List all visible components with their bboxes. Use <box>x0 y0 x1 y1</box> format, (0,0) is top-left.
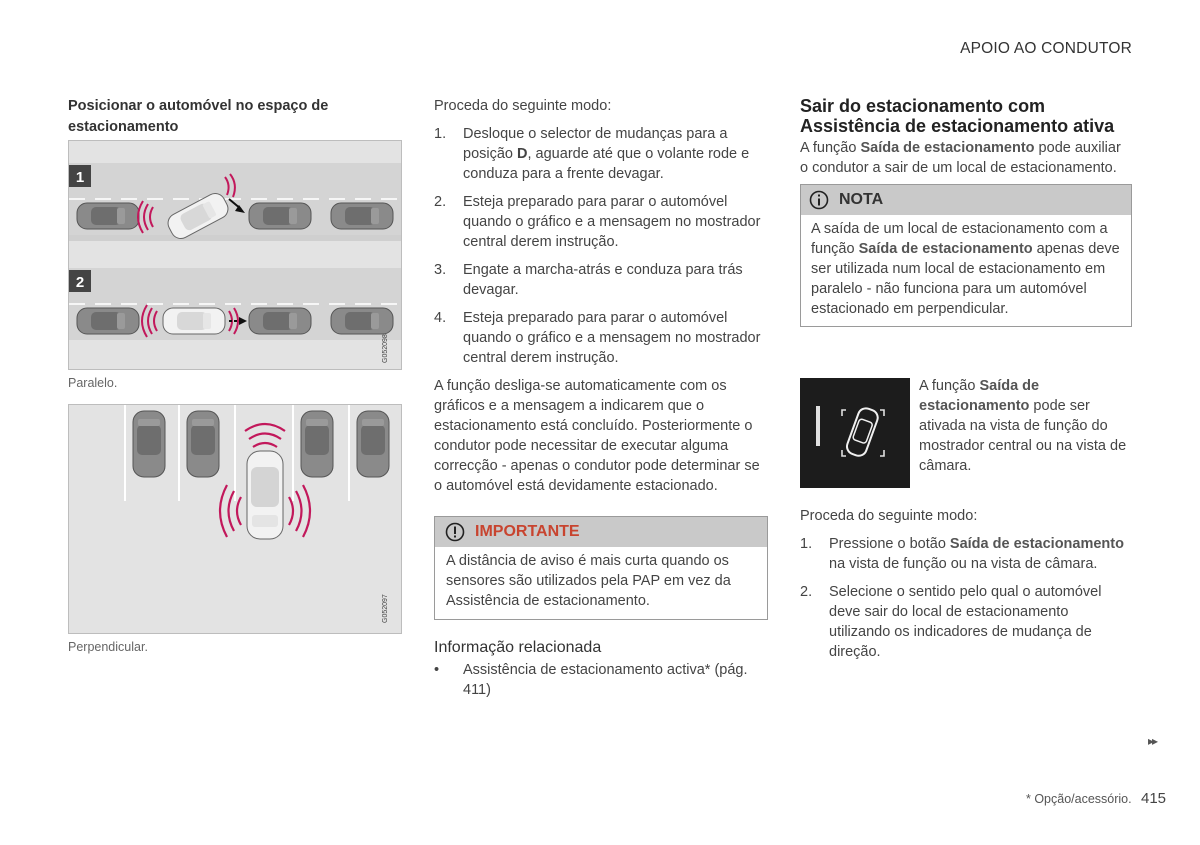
important-body: A distância de aviso é mais curta quando os sensores são utilizados pela PAP em vez da Assistência de estacionamento. <box>446 553 731 609</box>
related-link[interactable]: • Assistência de estacionamento activa* (pág. 411) <box>434 662 748 698</box>
figure-title: Posicionar o automóvel no espaço de estacionamento <box>68 98 329 135</box>
perpendicular-parking-illustration <box>69 405 401 633</box>
procedure-column <box>434 96 768 700</box>
svg-text:G052097: G052097 <box>382 594 389 623</box>
list-item: 4. Esteja preparado para parar o automóvel quando o gráfico e a mensagem no mostrador central derem instrução. <box>434 310 761 366</box>
continue-arrows-icon: ▸▸ <box>1148 734 1157 748</box>
procedure-steps <box>434 124 768 368</box>
svg-text:G052098: G052098 <box>382 334 389 363</box>
list-item: 1. Desloque o selector de mudanças para a posição D, aguarde até que o volante rode e conduza para a frente devagar. <box>434 126 750 182</box>
screen-description: A função Saída de estacionamento pode ser ativada na vista de função do mostrador central ou na vista de câmara. <box>919 378 1127 474</box>
important-title: IMPORTANTE <box>475 523 580 540</box>
parallel-parking-illustration <box>69 141 401 369</box>
note-body: A saída de um local de estacionamento com a função Saída de estacionamento apenas deve ser utilizada num local de estacionamento em paralelo - não funciona para um automóvel estacionado em perpendicular. <box>811 221 1120 317</box>
page-number: 415 <box>1141 790 1167 807</box>
note-box <box>800 184 1132 327</box>
completion-paragraph: A função desliga-se automaticamente com os gráficos e a mensagem a indicarem que o estacionamento está concluído. Posteriormente o condutor pode necessitar de executar alguma correcção - apenas o condutor pode determinar se o automóvel está devidamente estacionado. <box>434 378 760 494</box>
section-header: APOIO AO CONDUTOR <box>960 40 1132 57</box>
list-item: 1. Pressione o botão Saída de estacionamento na vista de função ou na vista de câmara. <box>800 536 1124 572</box>
important-box <box>434 516 768 620</box>
footnote: * Opção/acessório. <box>1026 792 1132 806</box>
list-item: 2. Esteja preparado para parar o automóvel quando o gráfico e a mensagem no mostrador central derem instrução. <box>434 194 761 250</box>
exit-procedure <box>800 506 1132 670</box>
caption-parallel: Paralelo. <box>68 376 118 390</box>
bullet-icon: • <box>434 662 440 678</box>
warning-icon <box>445 522 465 542</box>
related-heading: Informação relacionada <box>434 639 602 656</box>
exit-procedure-intro: Proceda do seguinte modo: <box>800 508 978 524</box>
parallel-parking-figure <box>68 140 402 370</box>
exit-intro: A função Saída de estacionamento pode auxiliar o condutor a sair de um local de estacionamento. <box>800 140 1121 176</box>
exit-parking-screen-image <box>800 378 910 488</box>
info-icon <box>809 190 829 210</box>
svg-text:2: 2 <box>75 274 85 291</box>
exit-parking-car-icon <box>800 378 910 488</box>
figure-column <box>68 96 402 654</box>
list-item: 3. Engate a marcha-atrás e conduza para trás devagar. <box>434 262 743 298</box>
list-item: 2. Selecione o sentido pelo qual o automóvel deve sair do local de estacionamento utilizando os indicadores de mudança de direção. <box>800 584 1102 660</box>
procedure-intro: Proceda do seguinte modo: <box>434 98 612 114</box>
svg-text:1: 1 <box>75 169 85 186</box>
perpendicular-parking-figure <box>68 404 402 634</box>
exit-procedure-steps <box>800 534 1132 662</box>
caption-perpendicular: Perpendicular. <box>68 640 148 654</box>
section-title: Sair do estacionamento com Assistência de estacionamento ativa <box>800 96 1115 136</box>
note-title: NOTA <box>839 191 884 208</box>
exit-parking-column <box>800 96 1132 660</box>
